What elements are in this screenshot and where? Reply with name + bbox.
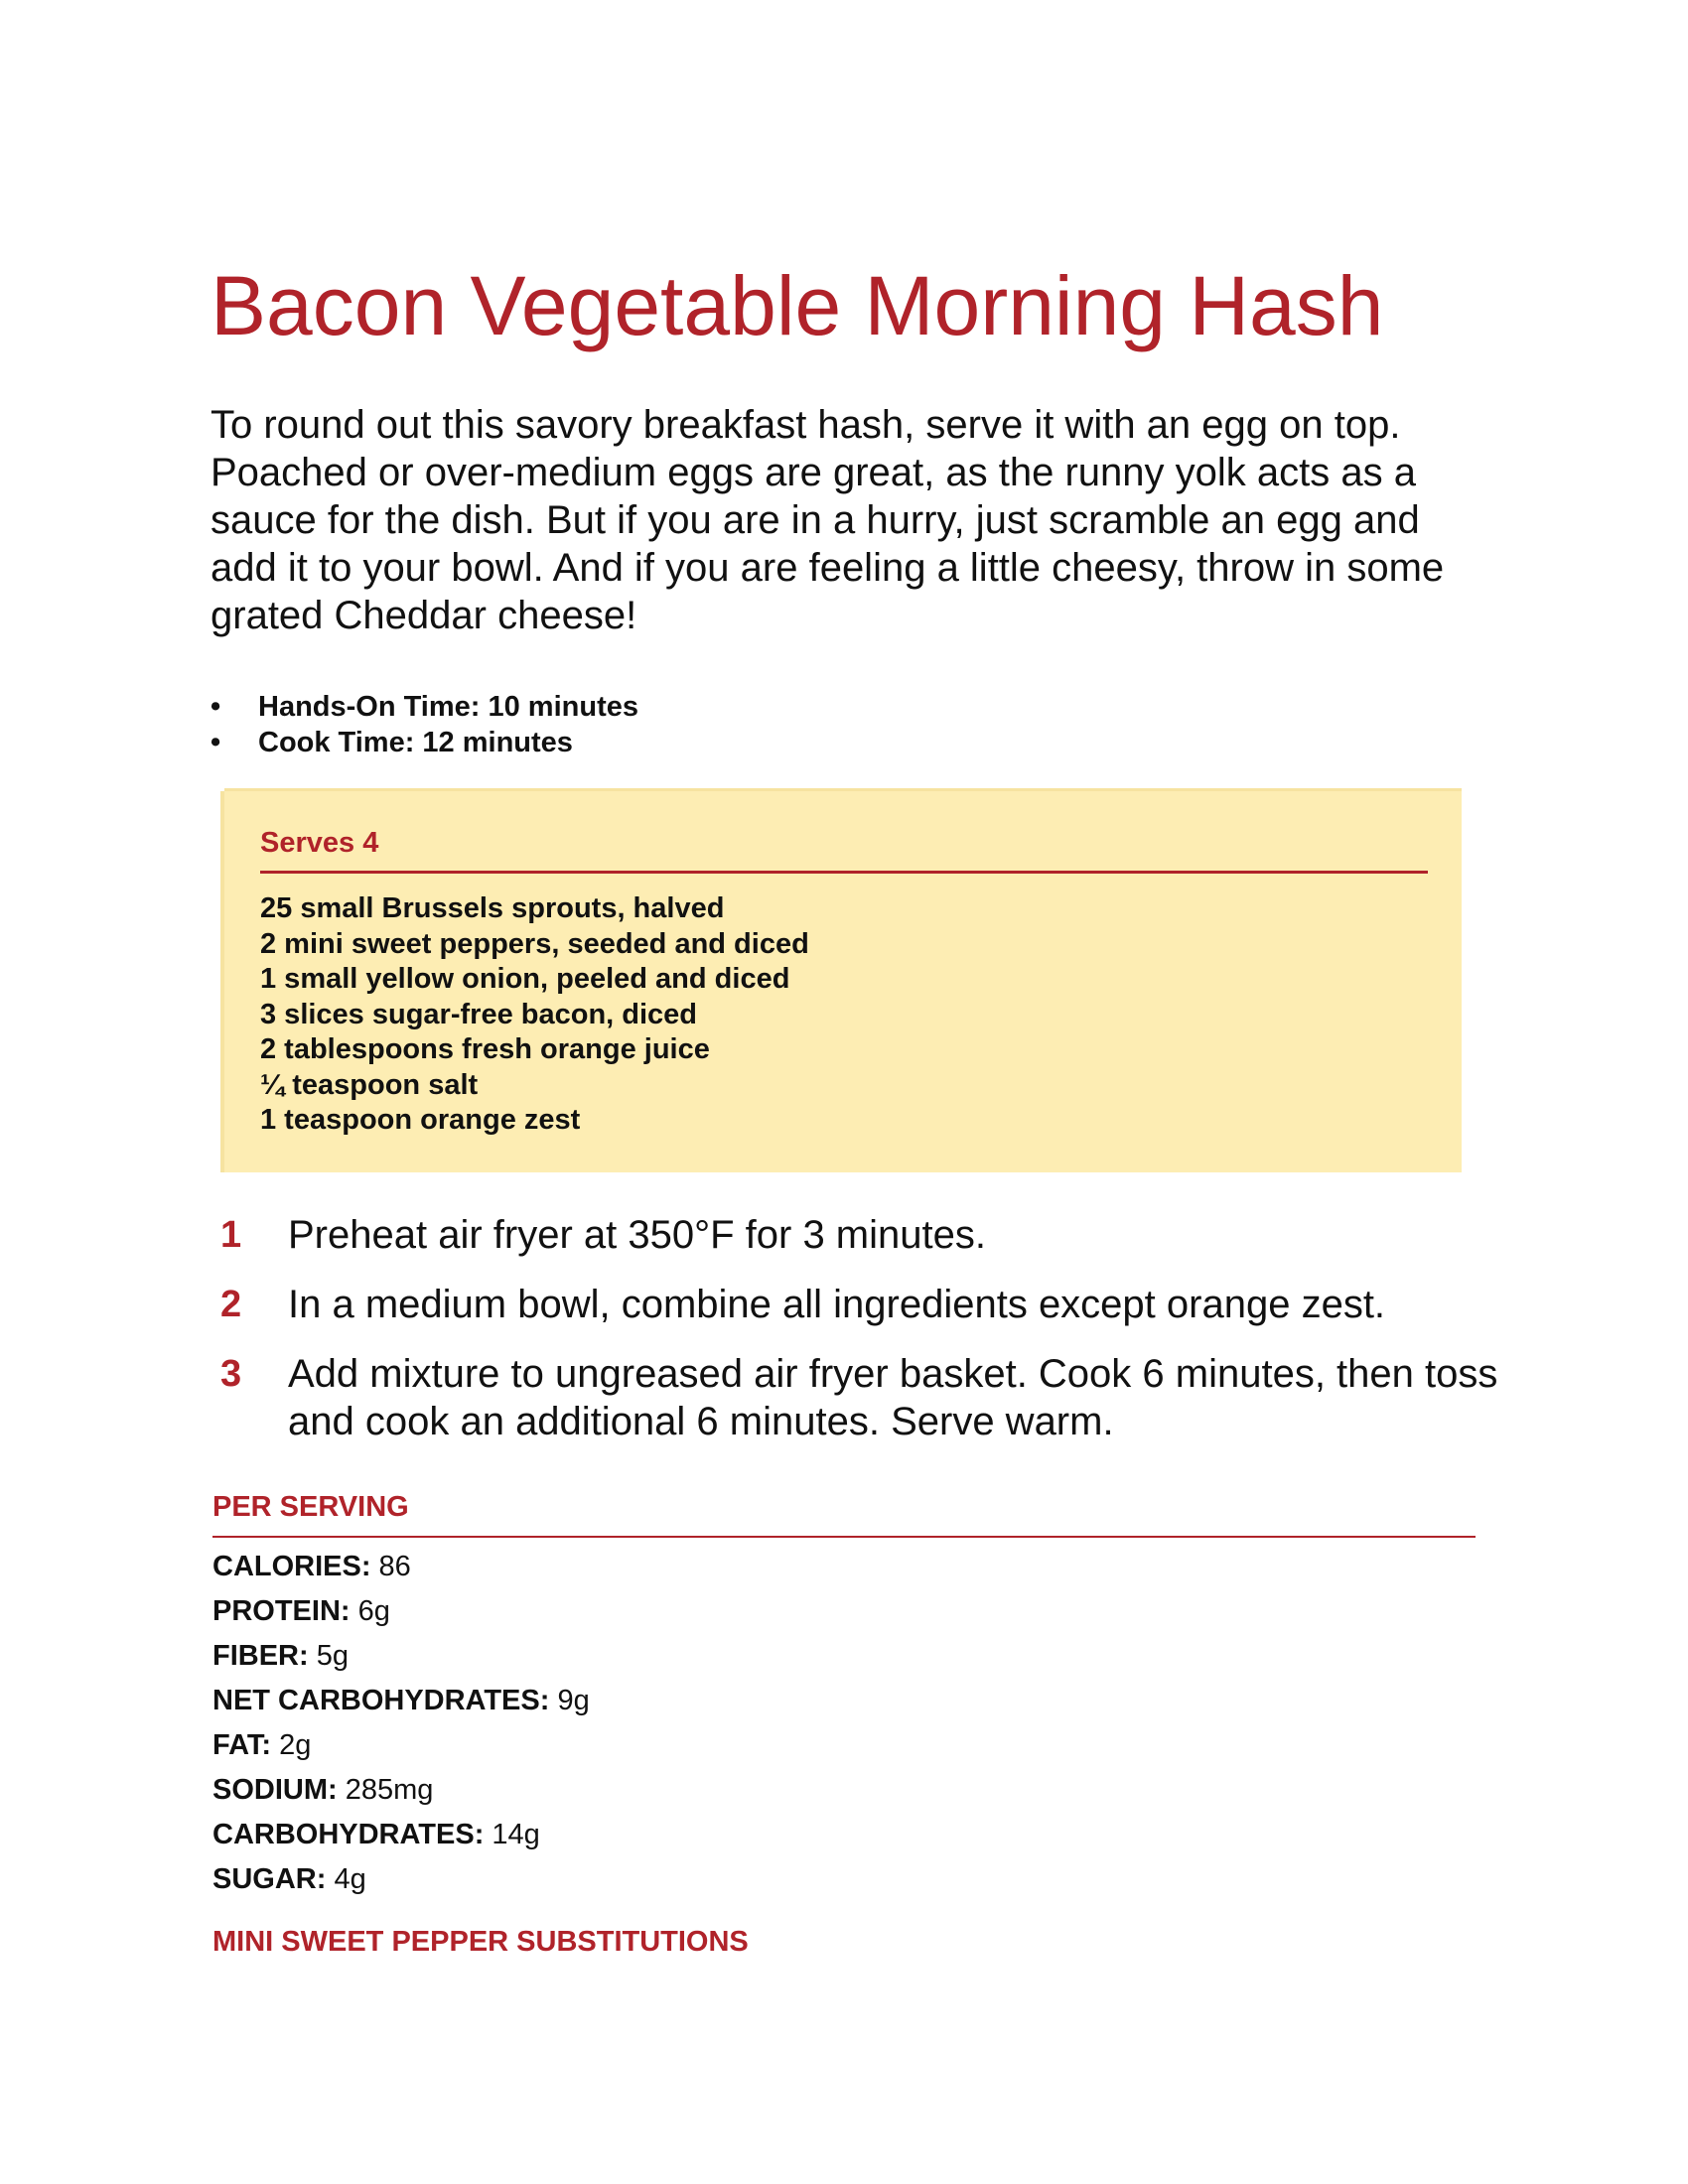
nutrition-list [212, 1545, 590, 1902]
nutrition-label: FAT: [212, 1729, 272, 1761]
nutrition-value: 4g [326, 1863, 366, 1895]
nutrition-label: CARBOHYDRATES: [212, 1819, 485, 1850]
per-serving-divider [212, 1536, 1476, 1538]
step-list [211, 1211, 1501, 1445]
ingredient-item: 3 slices sugar-free bacon, diced [260, 998, 698, 1030]
ingredients-box [224, 791, 1462, 1172]
nutrition-value: 14g [484, 1819, 540, 1850]
nutrition-item [212, 1545, 590, 1589]
nutrition-label: SUGAR: [212, 1863, 327, 1895]
step-number: 2 [220, 1284, 242, 1325]
nutrition-value: 5g [308, 1640, 349, 1672]
ingredients-divider [260, 871, 1428, 874]
step-item [211, 1281, 1501, 1328]
step-text: In a medium bowl, combine all ingredients except orange zest. [288, 1283, 1386, 1326]
step-number: 3 [220, 1353, 242, 1395]
per-serving-heading: PER SERVING [212, 1491, 409, 1523]
step-item [211, 1211, 1501, 1259]
nutrition-item [212, 1857, 590, 1902]
nutrition-item [212, 1813, 590, 1857]
ingredient-item: 25 small Brussels sprouts, halved [260, 892, 725, 924]
step-item [211, 1350, 1501, 1445]
time-list [211, 689, 638, 760]
nutrition-item [212, 1768, 590, 1813]
nutrition-label: FIBER: [212, 1640, 309, 1672]
ingredient-item: 1 small yellow onion, peeled and diced [260, 963, 790, 995]
nutrition-item [212, 1589, 590, 1634]
ingredient-item: 2 tablespoons fresh orange juice [260, 1033, 710, 1065]
nutrition-label: SODIUM: [212, 1774, 338, 1806]
nutrition-value: 9g [549, 1685, 590, 1716]
nutrition-value: 285mg [337, 1774, 434, 1806]
cook-time: • Cook Time: 12 minutes [211, 725, 638, 760]
ingredient-item: 2 mini sweet peppers, seeded and diced [260, 927, 809, 960]
ingredient-list [260, 891, 809, 1139]
nutrition-label: NET CARBOHYDRATES: [212, 1685, 550, 1716]
nutrition-item [212, 1723, 590, 1768]
step-text: Preheat air fryer at 350°F for 3 minutes. [288, 1213, 986, 1257]
nutrition-label: CALORIES: [212, 1551, 371, 1582]
nutrition-item [212, 1679, 590, 1723]
nutrition-label: PROTEIN: [212, 1595, 351, 1627]
serves-label: Serves 4 [260, 827, 379, 859]
recipe-intro: To round out this savory breakfast hash, serve it with an egg on top. Poached or over-medium eggs are great, as the runny yolk acts as a sauce for the dish. But if you are in a hurry, just scramble an egg and add it to your bowl. And if you are feeling a little cheesy, throw in some grated Cheddar cheese! [211, 403, 1445, 637]
ingredient-item: ¼ teaspoon salt [260, 1068, 479, 1101]
step-number: 1 [220, 1214, 242, 1256]
nutrition-value: 6g [350, 1595, 390, 1627]
nutrition-value: 86 [370, 1551, 411, 1582]
nutrition-item [212, 1634, 590, 1679]
step-text: Add mixture to ungreased air fryer basket. Cook 6 minutes, then toss and cook an additional 6 minutes. Serve warm. [288, 1352, 1498, 1443]
substitutions-heading: MINI SWEET PEPPER SUBSTITUTIONS [212, 1926, 749, 1958]
recipe-title: Bacon Vegetable Morning Hash [211, 259, 1384, 352]
hands-on-time: • Hands-On Time: 10 minutes [211, 689, 638, 725]
nutrition-value: 2g [271, 1729, 312, 1761]
ingredient-item: 1 teaspoon orange zest [260, 1104, 581, 1136]
